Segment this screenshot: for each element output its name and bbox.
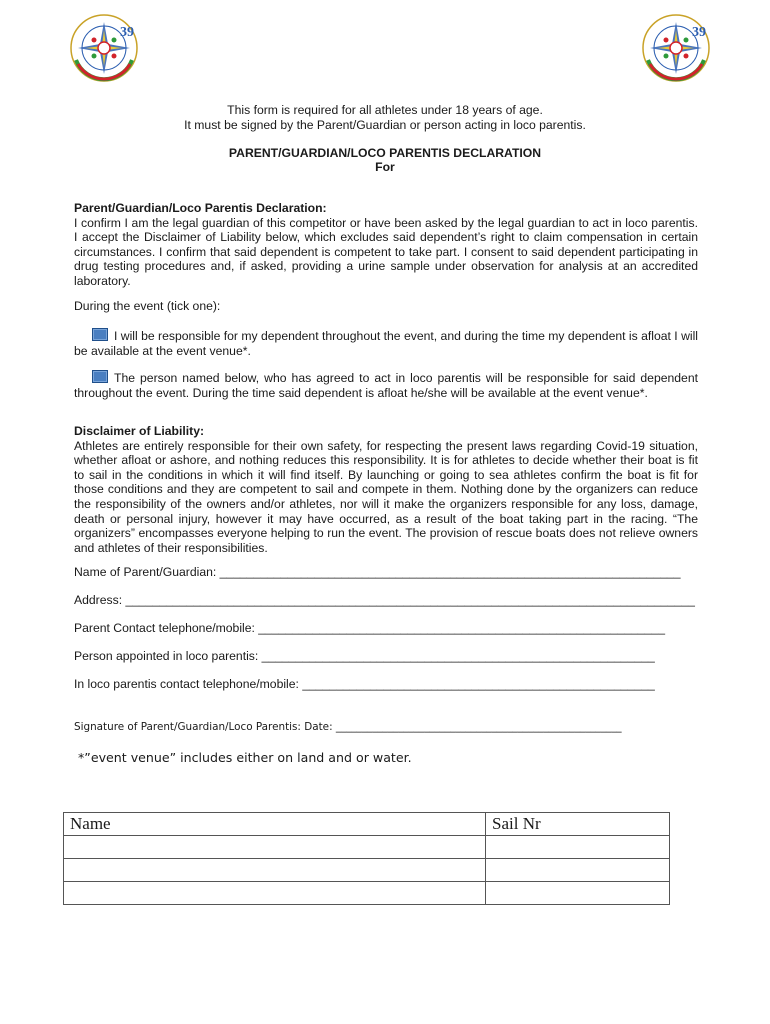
logo-number: 39 (692, 25, 706, 40)
regatta-logo (68, 12, 140, 84)
disclaimer-section (74, 424, 698, 555)
declaration-subtitle: For (375, 160, 395, 174)
table-row (64, 882, 670, 905)
sail-nr-cell[interactable] (486, 859, 670, 882)
event-venue-footnote: *”event venue” includes either on land and or water. (78, 750, 412, 765)
logo-number: 39 (120, 25, 134, 40)
table-row (64, 836, 670, 859)
table-row (64, 859, 670, 882)
regatta-logo (640, 12, 712, 84)
declaration-title-text: PARENT/GUARDIAN/LOCO PARENTIS DECLARATION (228, 146, 542, 160)
loco-parentis-telephone-field[interactable]: In loco parentis contact telephone/mobile: ____________________________________________________ (74, 677, 655, 691)
intro (0, 103, 770, 133)
address-field[interactable]: Address: ____________________________________________________________________________________ (74, 593, 695, 607)
declaration-section (74, 201, 698, 289)
event-option-2 (74, 370, 698, 400)
table-header-row (64, 813, 670, 836)
event-prompt: During the event (tick one): (74, 299, 221, 313)
option-2-text: The person named below, who has agreed to act in loco parentis will be responsible for said dependent throughout the event. During the time said dependent is afloat he/she will be available at the event venue*. (74, 371, 698, 400)
option-1-text: I will be responsible for my dependent throughout the event, and during the time my dependent is afloat I will be available at the event venue*. (74, 329, 698, 358)
sail-nr-column-header: Sail Nr (486, 813, 670, 836)
name-column-header: Name (64, 813, 486, 836)
disclaimer-text: Athletes are entirely responsible for their own safety, for respecting the present laws regarding Covid-19 situation, whether afloat or ashore, and nothing reduces this responsibility. It is for athletes to decide whether their boat is fit to sail in the conditions in which it will find itself. By launching or going to sea athletes confirm the boat is fit for those conditions and they are competent to sail and compete in them. Nothing done by the organizers can reduce the responsibility of the owners and/or athletes, nor will it make the organizers responsible for any loss, damage, death or personal injury, however it may have occurred, as a result of the boat taking part in the racing. “The organizers” encompasses everyone helping to run the event. The provision of rescue boats does not relieve owners and athletes of their responsibilities. (74, 438, 698, 555)
signature-date-field[interactable]: Signature of Parent/Guardian/Loco Parentis: Date: _______________________________________________________ (74, 721, 622, 733)
loco-parentis-person-field[interactable]: Person appointed in loco parentis: __________________________________________________________ (74, 649, 655, 663)
declaration-text: I confirm I am the legal guardian of this competitor or have been asked by the legal guardian to act in loco parentis. I accept the Disclaimer of Liability below, which excludes said dependent’s right to claim compensation in certain circumstances. I confirm that said dependent is competent to take part. I consent to said dependent participating in drug testing procedures and, if asked, providing a urine sample under observation for analysis at an accredited laboratory. (74, 215, 698, 288)
option-2-checkbox[interactable] (92, 370, 108, 383)
name-cell[interactable] (64, 859, 486, 882)
name-cell[interactable] (64, 836, 486, 859)
sail-nr-cell[interactable] (486, 882, 670, 905)
event-option-1 (74, 328, 698, 358)
declaration-heading: Parent/Guardian/Loco Parentis Declaration: (74, 201, 327, 215)
disclaimer-heading: Disclaimer of Liability: (74, 424, 205, 438)
parent-telephone-field[interactable]: Parent Contact telephone/mobile: ____________________________________________________________ (74, 621, 665, 635)
option-1-checkbox[interactable] (92, 328, 108, 341)
declaration-title (0, 146, 770, 174)
intro-line-1: This form is required for all athletes under 18 years of age. (227, 103, 543, 117)
sail-nr-cell[interactable] (486, 836, 670, 859)
intro-line-2: It must be signed by the Parent/Guardian or person acting in loco parentis. (184, 118, 586, 132)
name-cell[interactable] (64, 882, 486, 905)
parent-name-field[interactable]: Name of Parent/Guardian: ____________________________________________________________________ (74, 565, 681, 579)
sail-table (63, 812, 670, 905)
